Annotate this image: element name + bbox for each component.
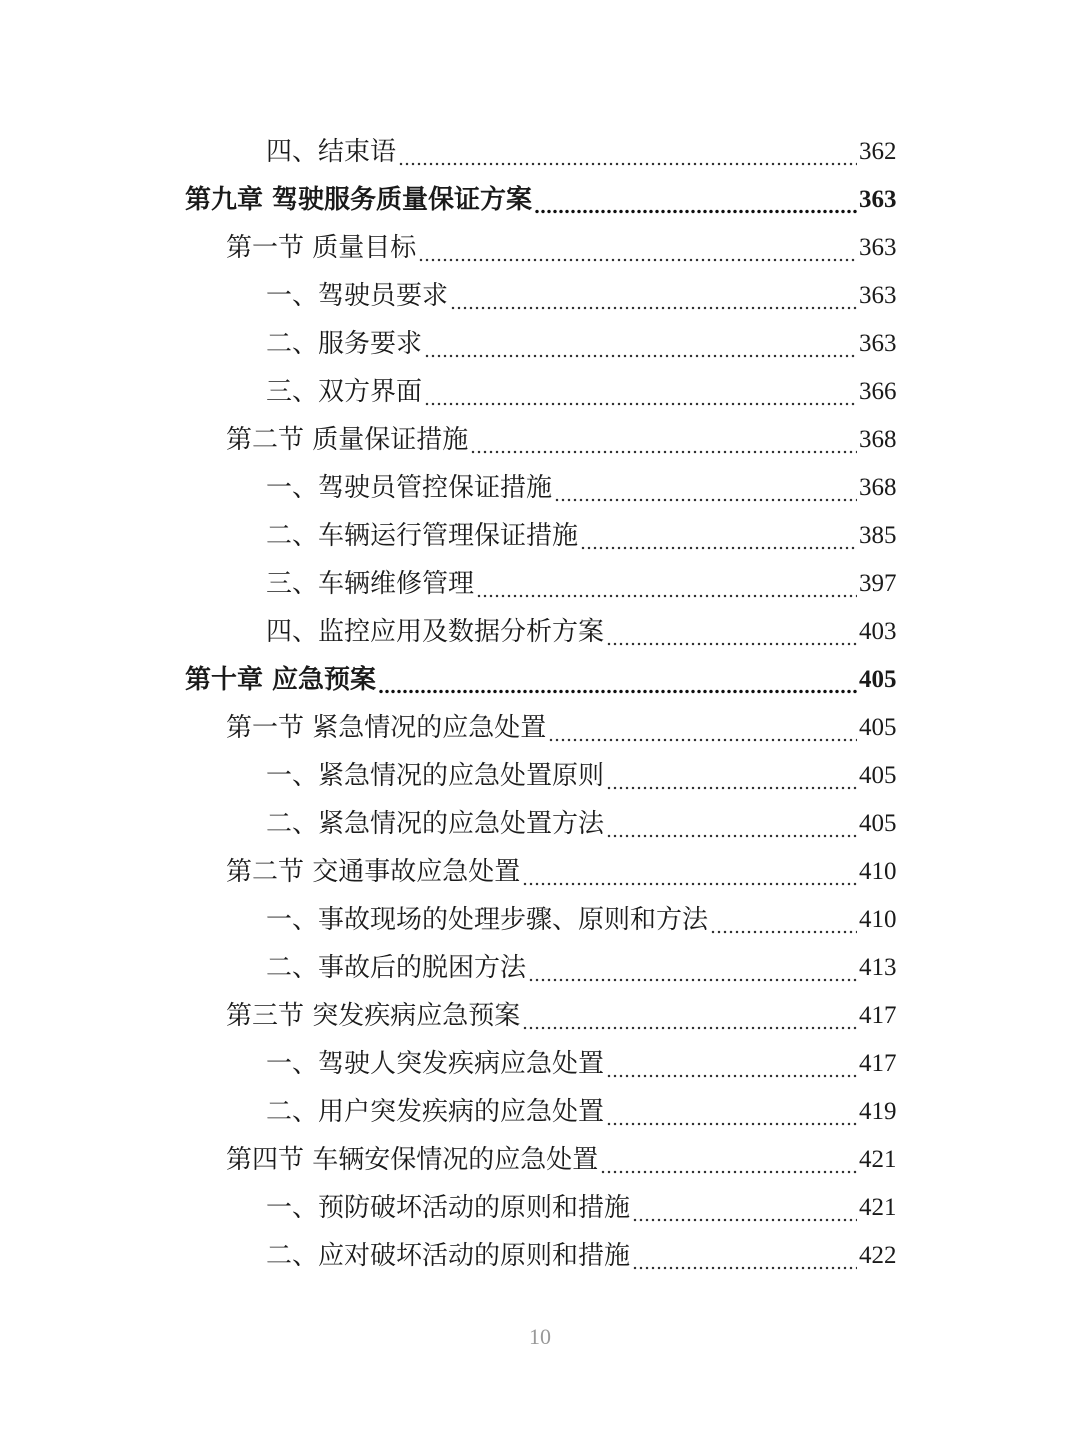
toc-entry	[0, 416, 1080, 464]
toc-entry-page: 405	[859, 666, 897, 693]
toc-entry-page: 421	[859, 1194, 897, 1221]
toc-entry-title: 一、驾驶员管控保证措施	[266, 473, 553, 503]
toc-leader-dots	[580, 512, 857, 560]
toc-leader-dots	[418, 224, 857, 272]
toc-entry-title: 三、双方界面	[266, 377, 423, 407]
toc-entry-page: 413	[859, 954, 897, 981]
toc-entry	[0, 608, 1080, 656]
toc-entry	[0, 128, 1080, 176]
toc-entry-title: 一、紧急情况的应急处置原则	[266, 761, 605, 791]
toc-entry-page: 419	[859, 1098, 897, 1125]
toc-entry	[0, 560, 1080, 608]
toc-entry-page: 417	[859, 1002, 897, 1029]
toc-entry-page: 405	[859, 714, 897, 741]
toc-entry-page: 363	[859, 186, 897, 213]
toc-entry-page: 366	[859, 378, 897, 405]
toc-entry-title: 二、服务要求	[266, 329, 423, 359]
toc-entry-page: 421	[859, 1146, 897, 1173]
toc-leader-dots	[398, 128, 857, 176]
toc-entry-title: 二、紧急情况的应急处置方法	[266, 809, 605, 839]
toc-leader-dots	[710, 896, 857, 944]
toc-entry-page: 363	[859, 282, 897, 309]
toc-entry-page: 363	[859, 234, 897, 261]
toc-entry-page: 362	[859, 138, 897, 165]
toc-entry	[0, 512, 1080, 560]
toc-entry-title: 第二节 质量保证措施	[226, 425, 469, 455]
toc-entry	[0, 224, 1080, 272]
toc-entry-title: 二、车辆运行管理保证措施	[266, 521, 579, 551]
toc-entry-title: 第一节 紧急情况的应急处置	[226, 713, 547, 743]
toc-entry	[0, 656, 1080, 704]
toc-entry-page: 363	[859, 330, 897, 357]
toc-entry-title: 一、驾驶员要求	[266, 281, 449, 311]
toc-entry-title: 第四节 车辆安保情况的应急处置	[226, 1145, 599, 1175]
toc-entry-title: 第二节 交通事故应急处置	[226, 857, 521, 887]
toc-entry	[0, 704, 1080, 752]
toc-entry	[0, 800, 1080, 848]
toc-leader-dots	[424, 320, 857, 368]
toc-entry-title: 第九章 驾驶服务质量保证方案	[185, 185, 533, 215]
toc-leader-dots	[606, 1040, 857, 1088]
toc-leader-dots	[554, 464, 857, 512]
toc-entry-title: 一、驾驶人突发疾病应急处置	[266, 1049, 605, 1079]
toc-entry	[0, 944, 1080, 992]
toc-leader-dots	[600, 1136, 857, 1184]
toc-entry	[0, 272, 1080, 320]
toc-entry-page: 405	[859, 762, 897, 789]
toc-entry	[0, 464, 1080, 512]
toc-entry	[0, 1040, 1080, 1088]
toc-leader-dots	[378, 656, 857, 704]
toc-leader-dots	[424, 368, 857, 416]
toc-entry	[0, 1136, 1080, 1184]
toc-leader-dots	[534, 176, 857, 224]
toc-leader-dots	[606, 752, 857, 800]
toc-leader-dots	[470, 416, 857, 464]
toc-entry-page: 422	[859, 1242, 897, 1269]
toc-entry	[0, 1088, 1080, 1136]
toc-leader-dots	[522, 848, 857, 896]
toc-entry-page: 410	[859, 906, 897, 933]
toc-entry-page: 397	[859, 570, 897, 597]
toc-entry-title: 三、车辆维修管理	[266, 569, 475, 599]
toc-entry-title: 二、事故后的脱困方法	[266, 953, 527, 983]
toc-entry-title: 四、监控应用及数据分析方案	[266, 617, 605, 647]
toc-entry-title: 一、预防破坏活动的原则和措施	[266, 1193, 631, 1223]
toc-entry	[0, 1232, 1080, 1280]
toc-entry-title: 第十章 应急预案	[185, 665, 377, 695]
toc-entry	[0, 992, 1080, 1040]
toc-entry-title: 第三节 突发疾病应急预案	[226, 1001, 521, 1031]
toc-entry-page: 405	[859, 810, 897, 837]
toc-leader-dots	[632, 1184, 857, 1232]
toc-leader-dots	[522, 992, 857, 1040]
toc-entry-title: 二、应对破坏活动的原则和措施	[266, 1241, 631, 1271]
toc-leader-dots	[548, 704, 857, 752]
toc-leader-dots	[632, 1232, 857, 1280]
toc-leader-dots	[528, 944, 857, 992]
toc-entry-page: 410	[859, 858, 897, 885]
toc-entry	[0, 176, 1080, 224]
toc-entry-title: 二、用户突发疾病的应急处置	[266, 1097, 605, 1127]
toc-entry	[0, 848, 1080, 896]
toc-entry	[0, 368, 1080, 416]
toc-entry-title: 四、结束语	[266, 137, 397, 167]
toc-leader-dots	[606, 608, 857, 656]
toc-leader-dots	[450, 272, 857, 320]
page-number: 10	[529, 1324, 551, 1349]
toc-entry-title: 一、事故现场的处理步骤、原则和方法	[266, 905, 709, 935]
toc-leader-dots	[476, 560, 857, 608]
toc-entry	[0, 1184, 1080, 1232]
toc-entry-page: 385	[859, 522, 897, 549]
toc-entry	[0, 320, 1080, 368]
toc-entry-page: 368	[859, 426, 897, 453]
toc-entry	[0, 896, 1080, 944]
table-of-contents	[0, 128, 1080, 1280]
toc-entry-title: 第一节 质量目标	[226, 233, 417, 263]
toc-entry	[0, 752, 1080, 800]
toc-entry-page: 403	[859, 618, 897, 645]
toc-entry-page: 368	[859, 474, 897, 501]
toc-leader-dots	[606, 1088, 857, 1136]
toc-leader-dots	[606, 800, 857, 848]
toc-entry-page: 417	[859, 1050, 897, 1077]
